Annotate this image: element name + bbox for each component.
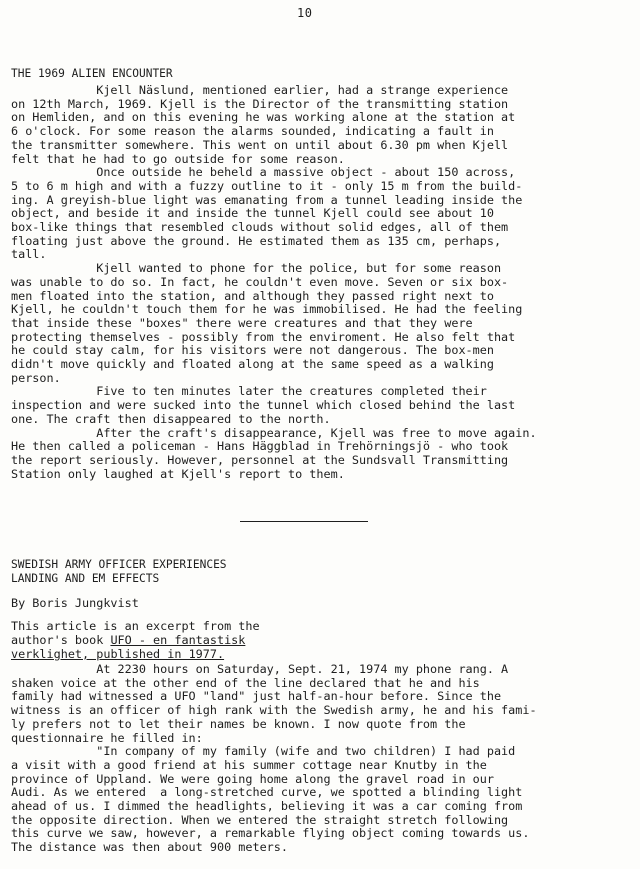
article1-body-line: he could stay calm, for his visitors were not dangerous. The box-men — [11, 343, 494, 358]
intro-prefix: author's book — [11, 633, 111, 647]
article2-body-line: At 2230 hours on Saturday, Sept. 21, 1974 my phone rang. A — [11, 662, 509, 676]
article2-title-line2: LANDING AND EM EFFECTS — [11, 572, 160, 585]
article2-body-line: The distance was then about 900 meters. — [11, 840, 288, 855]
article2-body-line: shaken voice at the other end of the line declared that he and his — [11, 675, 480, 690]
article1-body-line: object, and beside it and inside the tunnel Kjell could see about 10 — [11, 206, 494, 221]
article1-body-line: floating just above the ground. He estimated them as 135 cm, perhaps, — [11, 233, 502, 248]
article1-body-line: He then called a policeman - Hans Häggblad in Trehörningsjö - who took — [11, 439, 509, 454]
article2-intro-line2 — [11, 633, 245, 647]
article2-title-line1: SWEDISH ARMY OFFICER EXPERIENCES — [11, 558, 227, 571]
article2-body-line: ahead of us. I dimmed the headlights, believing it was a car coming from — [11, 799, 523, 813]
book-title-part2: verklighet — [11, 647, 83, 661]
section-divider — [240, 521, 368, 522]
article1-body-line: ing. A greyish-blue light was emanating from a tunnel leading inside the — [11, 192, 523, 207]
article2-body-line: family had witnessed a UFO "land" just half-an-hour before. Since the — [11, 689, 502, 704]
article1-body-line: on 12th March, 1969. Kjell is the Director of the transmitting station — [11, 96, 509, 111]
article1-body-line: Kjell, he couldn't touch them for he was immobilised. He had the feeling — [11, 302, 523, 317]
article1-body-line: felt that he had to go outside for some reason. — [11, 151, 345, 166]
article1-body-line: tall. — [11, 247, 47, 262]
article1-body-line: person. — [11, 370, 61, 385]
article2-body-line: witness is an officer of high rank with the Swedish army, he and his fami- — [11, 703, 537, 718]
article1-body-line: one. The craft then disappeared to the north. — [11, 411, 331, 426]
article2-byline: By Boris Jungkvist — [11, 596, 139, 610]
article1-title: THE 1969 ALIEN ENCOUNTER — [11, 67, 173, 80]
article1-body-line: Kjell wanted to phone for the police, but for some reason — [11, 261, 502, 276]
article1-body-line: that inside these "boxes" there were creatures and that they were — [11, 315, 473, 330]
article2-body-line: ly prefers not to let their names be known. I now quote from the — [11, 716, 466, 731]
page-number: 10 — [297, 6, 313, 20]
article1-body-line: on Hemliden, and on this evening he was working alone at the station at — [11, 110, 516, 125]
article1-body-line: the transmitter somewhere. This went on until about 6.30 pm when Kjell — [11, 137, 509, 152]
article2-intro-line1: This article is an excerpt from the — [11, 619, 260, 633]
article1-body-line: was unable to do so. In fact, he couldn't even move. Seven or six box- — [11, 274, 509, 289]
article1-body-line: the report seriously. However, personnel at the Sundsvall Transmitting — [11, 452, 509, 467]
article1-body-line: protecting themselves - possibly from the enviroment. He also felt that — [11, 329, 516, 344]
article1-body-line: Kjell Näslund, mentioned earlier, had a strange experience — [11, 83, 509, 97]
article1-body-line: men floated into the station, and although they passed right next to — [11, 288, 494, 303]
book-title-part1: UFO - en fantastisk — [110, 633, 246, 647]
article2-body-line: this curve we saw, however, a remarkable flying object coming towards us. — [11, 826, 530, 841]
article1-body-line: Station only laughed at Kjell's report to them. — [11, 466, 345, 481]
article2-body-line: questionnaire he filled in: — [11, 730, 203, 745]
article1-body-line: box-like things that resembled clouds without solid edges, all of them — [11, 220, 509, 234]
article2-body-line: "In company of my family (wife and two children) I had paid — [11, 744, 516, 759]
intro-suffix: , published in 1977. — [82, 647, 225, 661]
article1-body-line: Five to ten minutes later the creatures completed their — [11, 384, 487, 399]
article2-intro-line3 — [11, 647, 224, 661]
article1-body-line: 6 o'clock. For some reason the alarms sounded, indicating a fault in — [11, 124, 494, 139]
article2-body-line: Audi. As we entered a long-stretched curve, we spotted a blinding light — [11, 785, 523, 800]
article1-body-line: Once outside he beheld a massive object - about 150 across, — [11, 165, 516, 180]
article1-body-line: didn't move quickly and floated along at the same speed as a walking — [11, 357, 494, 371]
article2-body-line: a visit with a good friend at his summer cottage near Knutby in the — [11, 757, 487, 772]
article2-body-line: the opposite direction. When we entered the straight stretch following — [11, 812, 509, 827]
article1-body-line: inspection and were sucked into the tunnel which closed behind the last — [11, 398, 516, 413]
article2-body-line: province of Uppland. We were going home along the gravel road in our — [11, 771, 494, 786]
article1-body-line: 5 to 6 m high and with a fuzzy outline to it - only 15 m from the build- — [11, 178, 523, 193]
article1-body-line: After the craft's disappearance, Kjell was free to move again. — [11, 425, 537, 440]
